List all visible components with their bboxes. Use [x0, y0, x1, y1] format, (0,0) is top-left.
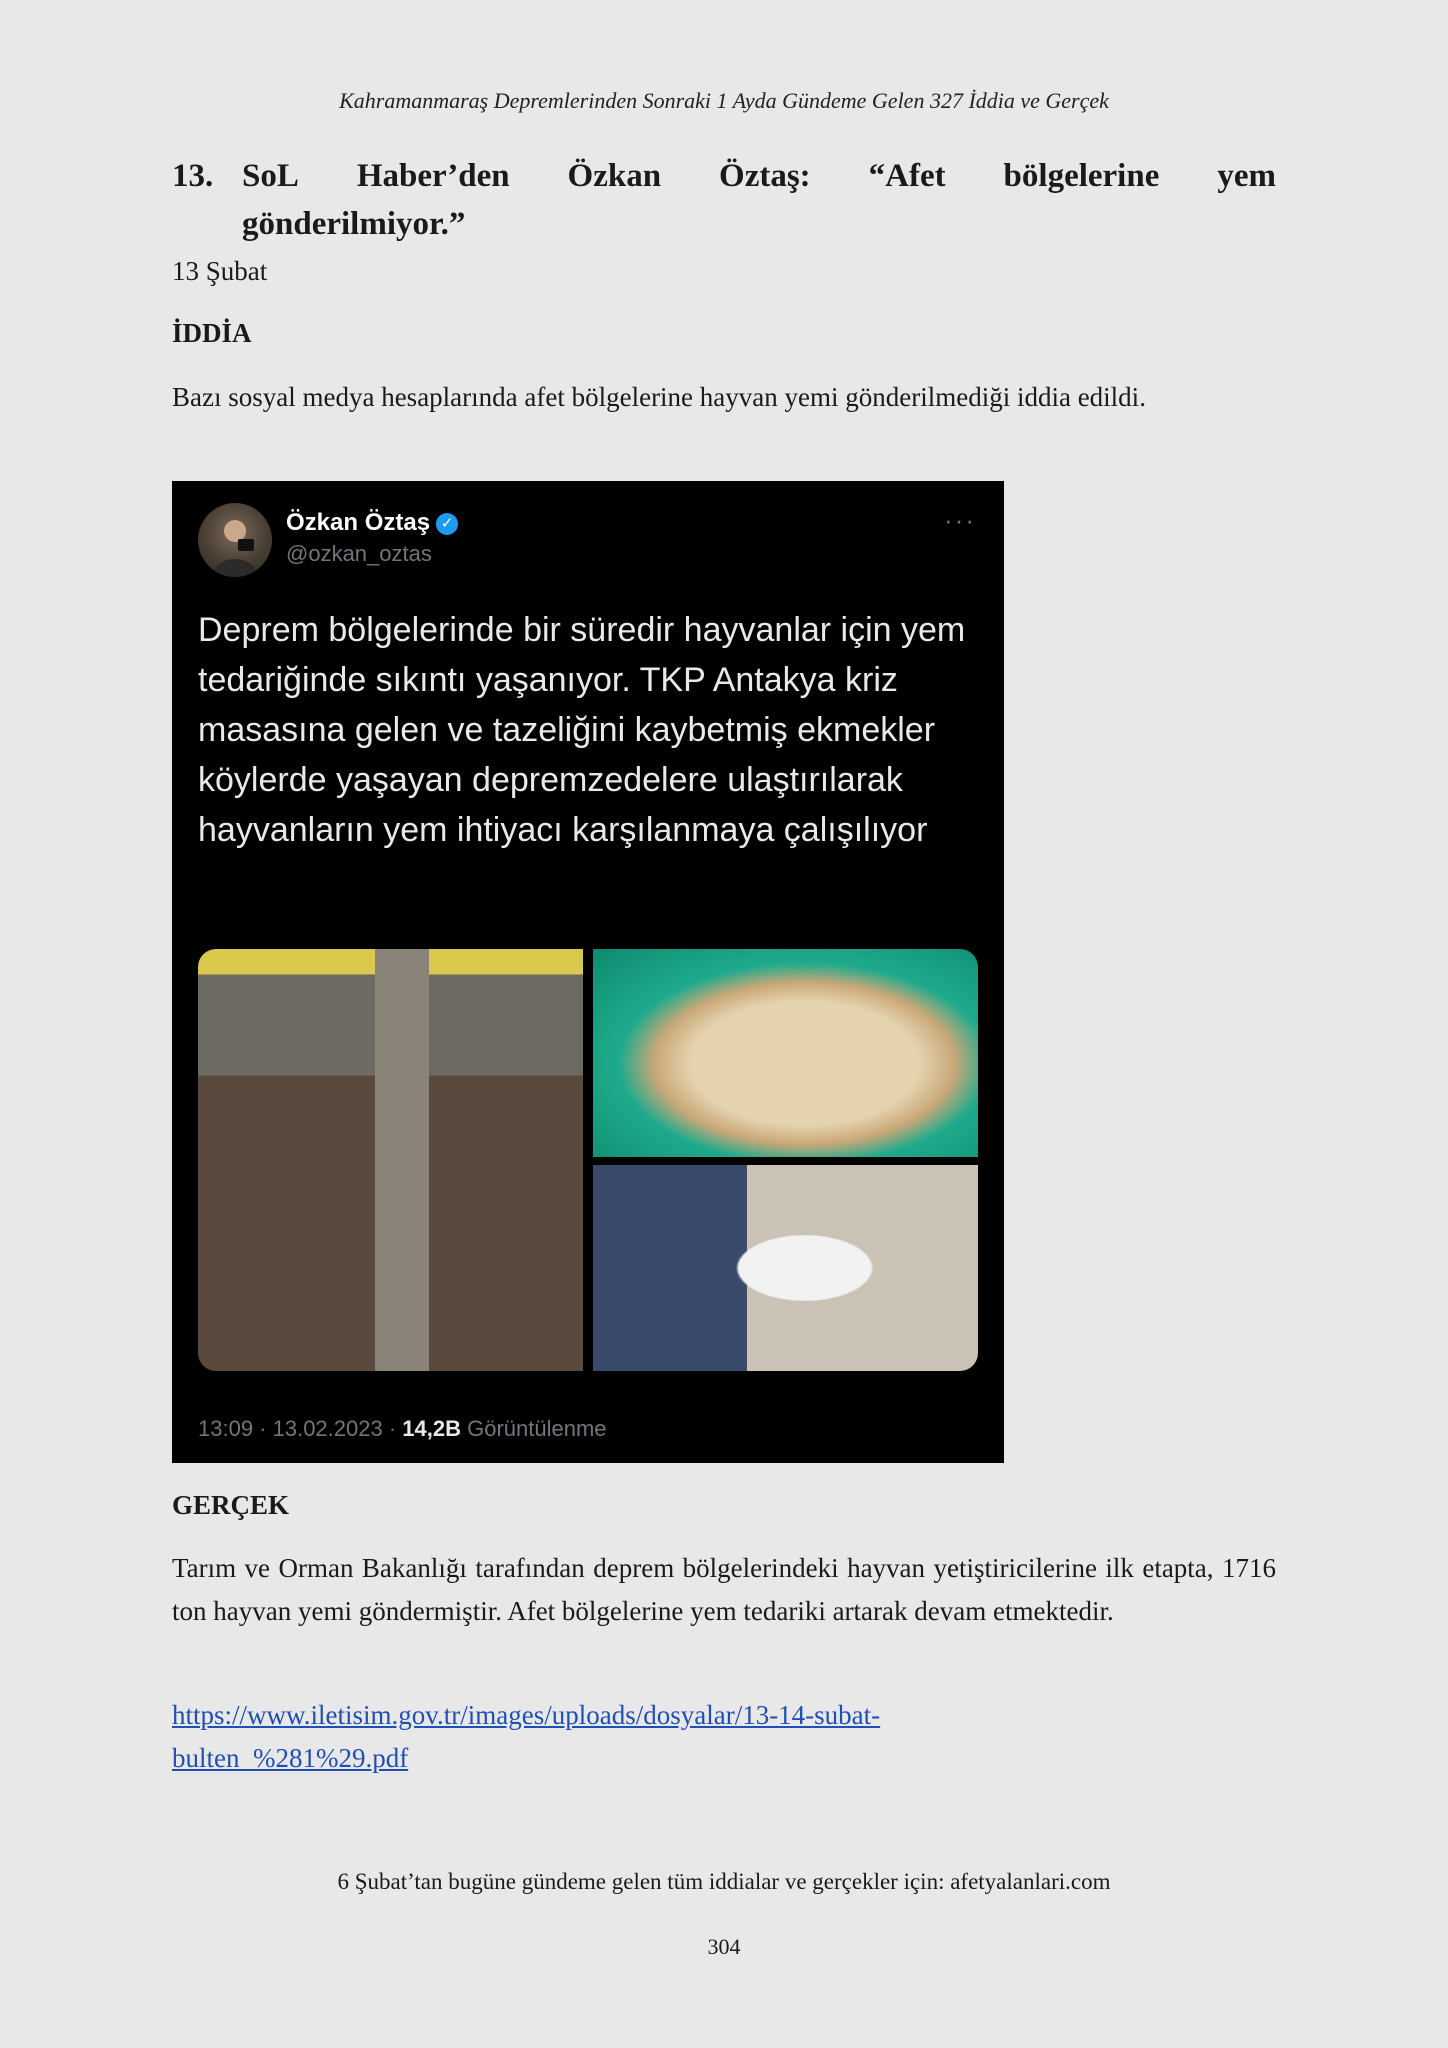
- heading-word: bölgelerine: [1003, 158, 1160, 194]
- more-options-icon: ···: [944, 505, 976, 535]
- heading-line-2: gönderilmiyor.”: [242, 206, 466, 242]
- heading-word: Özkan: [567, 158, 662, 194]
- section-heading: [172, 152, 1276, 248]
- tweet-text: Deprem bölgelerinde bir süredir hayvanlar için yem tedariğinde sıkıntı yaşanıyor. TKP Antakya kriz masasına gelen ve tazeliğini kaybetmiş ekmekler köylerde yaşayan depremzedelere ulaştırılarak hayvanların yem ihtiyacı karşılanmaya çalışılıyor: [198, 611, 966, 849]
- verified-badge-icon: ✓: [436, 513, 458, 535]
- photo-bread-pieces: [593, 949, 978, 1157]
- tweet-author: [286, 509, 458, 537]
- photo-cattle-barn: [198, 949, 583, 1371]
- heading-word: Haber’den: [356, 158, 510, 194]
- claim-label: İDDİA: [172, 318, 252, 348]
- tweet-meta: [198, 1416, 607, 1442]
- author-name: Özkan Öztaş: [286, 509, 431, 536]
- tweet-view-label: Görüntülenme: [460, 1416, 607, 1441]
- heading-word: yem: [1217, 158, 1276, 194]
- photo-bread-bag: [593, 1165, 978, 1371]
- heading-word: “Afet: [868, 158, 946, 194]
- source-link-line-2[interactable]: bulten_%281%29.pdf: [172, 1743, 409, 1773]
- tweet-media-grid: [198, 949, 978, 1371]
- claim-text: Bazı sosyal medya hesaplarında afet bölgelerine hayvan yemi gönderilmediği iddia edildi.: [172, 382, 1146, 412]
- heading-word: Öztaş:: [719, 158, 811, 194]
- source-link[interactable]: [172, 1694, 880, 1780]
- tweet-view-count: 14,2B: [402, 1416, 461, 1441]
- heading-word: SoL: [242, 158, 299, 194]
- source-link-line-1[interactable]: https://www.iletisim.gov.tr/images/uploads/dosyalar/13-14-subat-: [172, 1700, 881, 1730]
- running-head: Kahramanmaraş Depremlerinden Sonraki 1 Ayda Gündeme Gelen 327 İddia ve Gerçek: [339, 88, 1109, 113]
- date: 13 Şubat: [172, 256, 268, 286]
- heading-number: 13.: [172, 158, 214, 194]
- footer: 6 Şubat’tan bugüne gündeme gelen tüm iddialar ve gerçekler için: afetyalanlari.com: [337, 1869, 1111, 1894]
- fact-text: Tarım ve Orman Bakanlığı tarafından deprem bölgelerindeki hayvan yetiştiricilerine ilk etapta, 1716 ton hayvan yemi göndermiştir. Afet bölgelerine yem tedariki artarak devam etmektedir.: [172, 1553, 1276, 1626]
- fact-label: GERÇEK: [172, 1490, 290, 1520]
- tweet-handle: @ozkan_oztas: [286, 541, 432, 566]
- tweet-screenshot: [172, 481, 1004, 1463]
- heading-line-1: [242, 152, 1276, 200]
- avatar: [198, 503, 272, 577]
- page-number: 304: [707, 1934, 741, 1959]
- tweet-timestamp: 13:09 · 13.02.2023 ·: [198, 1416, 403, 1441]
